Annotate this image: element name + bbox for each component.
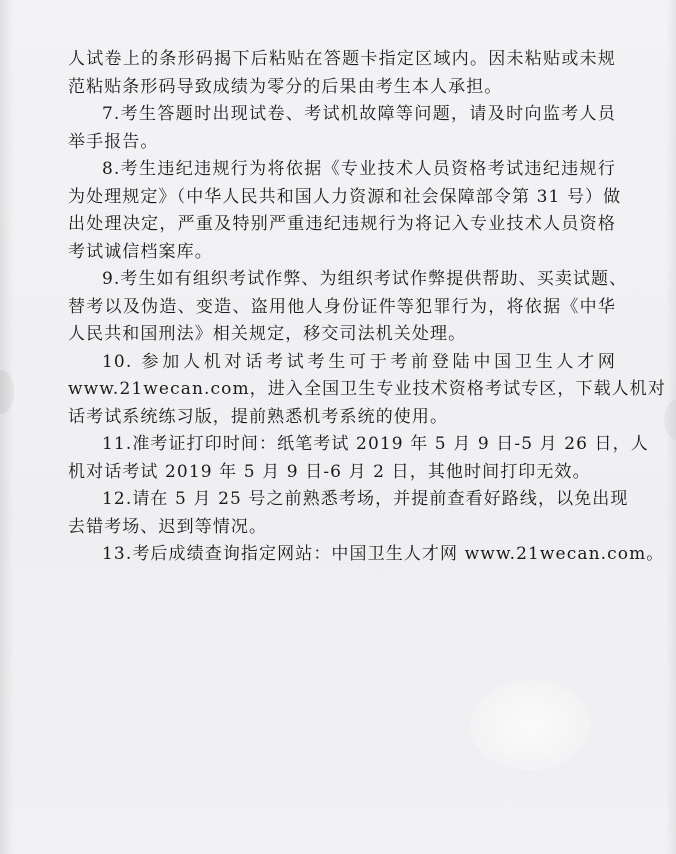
text-line: 范粘贴条形码导致成绩为零分的后果由考生本人承担。 [68, 76, 503, 97]
paragraph-item-12 [68, 486, 629, 541]
paragraph-item-9 [68, 266, 628, 349]
text-line: 10. 参加人机对话考试考生可于考前登陆中国卫生人才网 [102, 351, 616, 372]
text-line: 为处理规定》（中华人民共和国人力资源和社会保障部令第 31 号）做 [68, 186, 622, 207]
paragraph-item-13 [68, 541, 665, 569]
text-line: 去错考场、迟到等情况。 [68, 516, 268, 537]
text-line: 13.考后成绩查询指定网站：中国卫生人才网 www.21wecan.com。 [102, 544, 665, 564]
text-line: 机对话考试 2019 年 5 月 9 日-6 月 2 日，其他时间打印无效。 [68, 461, 591, 482]
paragraph-item-10 [68, 349, 666, 432]
paragraph-item-11 [68, 431, 649, 486]
document-body [68, 46, 666, 569]
text-line: 出处理决定，严重及特别严重违纪违规行为将记入专业技术人员资格 [68, 214, 616, 234]
text-line: 11.准考证打印时间：纸笔考试 2019 年 5 月 9 日-5 月 26 日，人 [102, 434, 649, 454]
paragraph-item-8 [68, 156, 622, 266]
text-line: 12.请在 5 月 25 号之前熟悉考场，并提前查看好路线，以免出现 [102, 489, 629, 509]
text-line: 人民共和国刑法》相关规定，移交司法机关处理。 [68, 324, 467, 344]
text-line: 人试卷上的条形码揭下后粘贴在答题卡指定区域内。因未粘贴或未规 [68, 49, 616, 69]
page-edge-shadow [0, 0, 14, 854]
text-line: 替考以及伪造、变造、盗用他人身份证件等犯罪行为，将依据《中华 [68, 296, 616, 317]
text-line: 8.考生违纪违规行为将依据《专业技术人员资格考试违纪违规行 [102, 159, 616, 179]
text-line: www.21wecan.com，进入全国卫生专业技术资格考试专区，下载人机对 [68, 379, 666, 399]
text-line: 举手报告。 [68, 131, 159, 152]
text-line: 7.考生答题时出现试卷、考试机故障等问题，请及时向监考人员 [102, 104, 616, 124]
text-line: 9.考生如有组织考试作弊、为组织考试作弊提供帮助、买卖试题、 [102, 269, 628, 289]
text-line: 考试诚信档案库。 [68, 241, 213, 262]
paragraph-item-7 [68, 101, 616, 156]
light-reflection [470, 680, 590, 770]
text-line: 话考试系统练习版，提前熟悉机考系统的使用。 [68, 406, 449, 427]
paragraph-item-6-continued [68, 46, 616, 101]
